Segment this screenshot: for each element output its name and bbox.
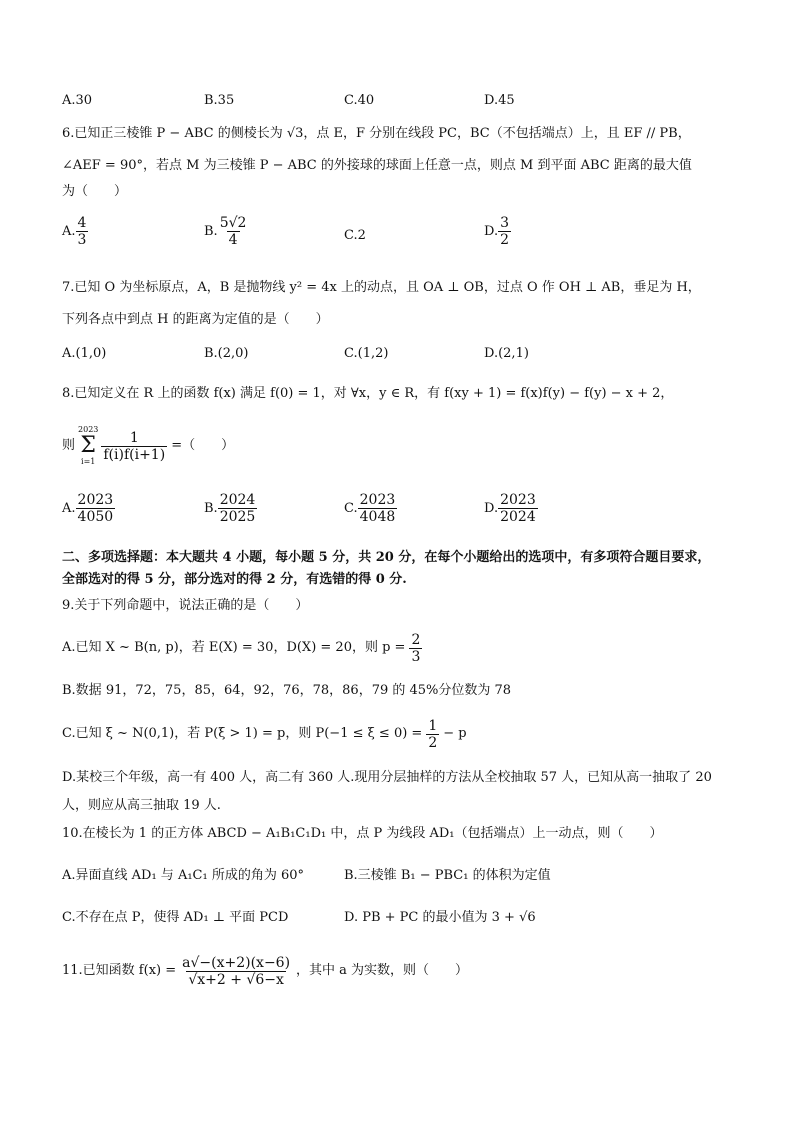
q6-option-b-fraction (218, 215, 249, 248)
q6-options (62, 215, 742, 255)
q8-option-c (344, 492, 397, 525)
fraction-numerator: 5√2 (219, 215, 247, 231)
q6-option-a (62, 215, 88, 248)
q8-equals-paren: =（ ） (171, 438, 235, 453)
q8-option-d-fraction (498, 492, 538, 525)
fraction-denominator: 4 (228, 232, 238, 248)
q9-option-a (62, 628, 422, 668)
q9-option-d-line-2: 人，则应从高三抽取 19 人. (62, 798, 221, 813)
q11-stem-prefix: 11.已知函数 f(x) = (62, 963, 177, 978)
summation-symbol (78, 425, 98, 467)
fraction-numerator: 2024 (219, 492, 256, 508)
fraction-denominator: 4048 (359, 509, 396, 525)
summation-upper-limit: 2023 (78, 425, 99, 434)
q6-stem-line-3: 为（ ） (62, 184, 128, 199)
q9-option-c-text: C.已知 ξ ~ N(0,1)，若 P(ξ > 1) = p，则 P(−1 ≤ ξ ≤ 0) = (62, 726, 423, 741)
q8-options (62, 492, 742, 532)
q6-option-a-fraction (76, 215, 89, 248)
q10-option-a: A.异面直线 AD₁ 与 A₁C₁ 所成的角为 60° (62, 868, 305, 883)
fraction-numerator: 1 (428, 717, 438, 734)
q8-summand-fraction (101, 430, 167, 463)
q10-option-d: D. PB + PC 的最小值为 3 + √6 (344, 910, 536, 925)
q8-option-a-label: A. (62, 501, 76, 516)
fraction-denominator: 2 (500, 232, 510, 248)
q8-option-d-label: D. (484, 501, 499, 516)
q8-option-b-label: B. (204, 501, 218, 516)
fraction-numerator: a√−(x+2)(x−6) (182, 954, 291, 971)
fraction-denominator: 2024 (500, 509, 536, 525)
q6-option-b-label: B. (204, 224, 218, 239)
q10-option-c: C.不存在点 P，使得 AD₁ ⊥ 平面 PCD (62, 910, 289, 925)
fraction-denominator: 3 (411, 648, 421, 665)
q9-option-c-fraction (426, 718, 439, 751)
q6-stem-line-1: 6.已知正三棱锥 P − ABC 的侧棱长为 √3，点 E，F 分别在线段 PC，BC（不包括端点）上，且 EF // PB， (62, 126, 691, 141)
q5-option-d: D.45 (484, 92, 515, 108)
fraction-denominator: 2025 (219, 509, 256, 525)
fraction-numerator: 2023 (77, 492, 114, 508)
q8-then-text: 则 (62, 438, 76, 453)
q6-option-a-label: A. (62, 224, 76, 239)
q7-stem-line-1: 7.已知 O 为坐标原点，A，B 是抛物线 y² = 4x 上的动点，且 OA ⊥ OB，过点 O 作 OH ⊥ AB，垂足为 H， (62, 280, 701, 295)
q6-option-b (204, 215, 248, 248)
fraction-denominator: 2 (428, 734, 438, 751)
q8-option-c-label: C. (344, 501, 358, 516)
q8-stem-line-1: 8.已知定义在 R 上的函数 f(x) 满足 f(0) = 1，对 ∀x，y ∈ R，有 f(xy + 1) = f(x)f(y) − f(y) − x + 2， (62, 386, 674, 401)
q10-option-b: B.三棱锥 B₁ − PBC₁ 的体积为定值 (344, 868, 551, 883)
fraction-numerator: 3 (500, 215, 510, 231)
q7-option-a: A.(1,0) (62, 345, 107, 361)
q8-option-a (62, 492, 115, 525)
q11-stem-suffix: ，其中 a 为实数，则（ ） (296, 963, 469, 978)
q9-option-a-text: A.已知 X ~ B(n, p)，若 E(X) = 30，D(X) = 20，则 p = (62, 640, 406, 655)
q9-stem: 9.关于下列命题中，说法正确的是（ ） (62, 598, 309, 613)
q9-option-c (62, 714, 467, 754)
q6-option-c: C.2 (344, 227, 366, 243)
q8-stem-line-2 (62, 424, 234, 468)
q8-option-a-fraction (76, 492, 116, 525)
fraction-denominator: 3 (77, 232, 87, 248)
fraction-numerator: 1 (129, 429, 139, 446)
summation-lower-limit: i=1 (81, 457, 96, 466)
q8-option-b (204, 492, 257, 525)
q9-option-a-fraction (409, 632, 422, 665)
q6-option-d-label: D. (484, 224, 499, 239)
q7-option-d: D.(2,1) (484, 345, 529, 361)
q5-option-b: B.35 (204, 92, 235, 108)
q7-stem-line-2: 下列各点中到点 H 的距离为定值的是（ ） (62, 312, 329, 327)
fraction-denominator: 4050 (77, 509, 114, 525)
q7-option-b: B.(2,0) (204, 345, 249, 361)
section-2-heading-line-2: 全部选对的得 5 分，部分选对的得 2 分，有选错的得 0 分. (62, 572, 407, 587)
fraction-numerator: 2 (411, 631, 421, 648)
fraction-numerator: 2023 (500, 492, 536, 508)
section-2-heading-line-1: 二、多项选择题：本大题共 4 小题，每小题 5 分，共 20 分，在每个小题给出的选项中，有多项符合题目要求， (62, 550, 711, 565)
fraction-numerator: 4 (77, 215, 87, 231)
q7-options (62, 343, 742, 383)
q6-option-d-fraction (498, 215, 511, 248)
q7-option-c: C.(1,2) (344, 345, 389, 361)
q6-option-d (484, 215, 511, 248)
q11-function-fraction (180, 955, 292, 988)
q8-option-c-fraction (358, 492, 398, 525)
q9-option-c-tail: − p (443, 726, 467, 741)
fraction-denominator: √x+2 + √6−x (188, 971, 284, 988)
q10-stem: 10.在棱长为 1 的正方体 ABCD − A₁B₁C₁D₁ 中，点 P 为线段 AD₁（包括端点）上一动点，则（ ） (62, 826, 663, 841)
q9-option-b: B.数据 91，72，75，85，64，92，76，78，86，79 的 45%分位数为 78 (62, 683, 512, 698)
q8-option-d (484, 492, 538, 525)
fraction-denominator: f(i)f(i+1) (103, 446, 166, 463)
q8-option-b-fraction (218, 492, 258, 525)
q6-stem-line-2: ∠AEF = 90°，若点 M 为三棱锥 P − ABC 的外接球的球面上任意一点，则点 M 到平面 ABC 距离的最大值 (62, 158, 692, 173)
q9-option-d-line-1: D.某校三个年级，高一有 400 人，高二有 360 人.现用分层抽样的方法从全校抽取 57 人，已知从高一抽取了 20 (62, 770, 712, 785)
q5-option-c: C.40 (344, 92, 375, 108)
fraction-numerator: 2023 (359, 492, 396, 508)
q11-stem (62, 948, 468, 994)
q5-option-a: A.30 (62, 92, 93, 108)
sigma-icon: Σ (80, 433, 96, 458)
